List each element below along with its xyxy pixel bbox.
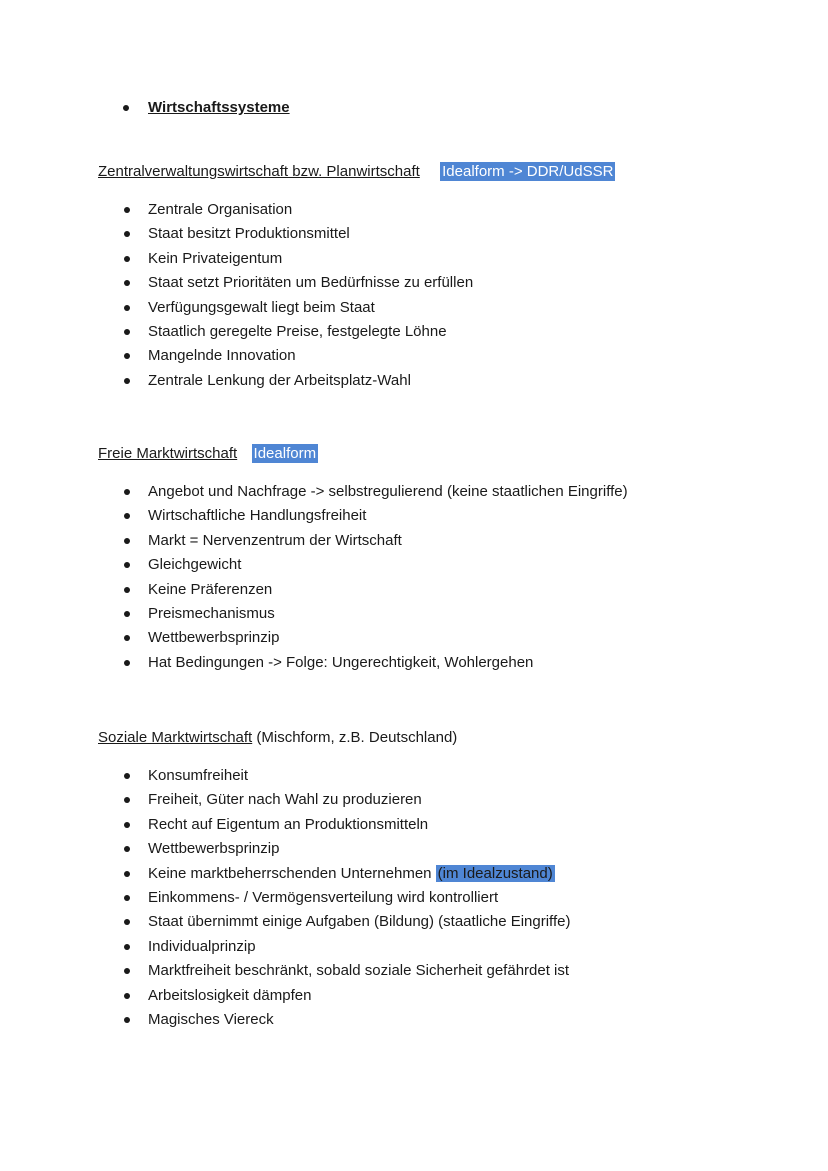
- list-item-text: Keine marktbeherrschenden Unternehmen: [148, 864, 436, 882]
- list-item: Staatlich geregelte Preise, festgelegte Löhne: [98, 322, 615, 346]
- list-item: Konsumfreiheit: [98, 766, 570, 790]
- list-item: Zentrale Organisation: [98, 200, 615, 224]
- document-title-line: [123, 99, 290, 116]
- highlighted-note: Idealform -> DDR/UdSSR: [442, 163, 614, 180]
- list-item: Staat besitzt Produktionsmittel: [98, 224, 615, 248]
- section-heading-name: Soziale Marktwirtschaft: [98, 729, 253, 746]
- section-zentralverwaltungswirtschaft: [98, 162, 615, 395]
- list-item: Marktfreiheit beschränkt, sobald soziale Sicherheit gefährdet ist: [98, 961, 570, 985]
- section-heading: [98, 728, 570, 748]
- bullet-icon: [123, 105, 129, 111]
- list-item: Freiheit, Güter nach Wahl zu produzieren: [98, 790, 570, 814]
- section-heading-name: Freie Marktwirtschaft: [98, 445, 238, 462]
- list-item: Hat Bedingungen -> Folge: Ungerechtigkeit, Wohlergehen: [98, 653, 628, 677]
- list-item: Recht auf Eigentum an Produktionsmitteln: [98, 815, 570, 839]
- list-item: Keine Präferenzen: [98, 580, 628, 604]
- list-item: Staat setzt Prioritäten um Bedürfnisse zu erfüllen: [98, 273, 615, 297]
- section-freie-marktwirtschaft: [98, 444, 628, 677]
- list-item: Kein Privateigentum: [98, 249, 615, 273]
- bullet-list: [98, 766, 570, 1034]
- list-item: Gleichgewicht: [98, 555, 628, 579]
- list-item: Verfügungsgewalt liegt beim Staat: [98, 298, 615, 322]
- list-item: Staat übernimmt einige Aufgaben (Bildung) (staatliche Eingriffe): [98, 912, 570, 936]
- list-item: Mangelnde Innovation: [98, 346, 615, 370]
- list-item: Wettbewerbsprinzip: [98, 628, 628, 652]
- list-item: Wirtschaftliche Handlungsfreiheit: [98, 506, 628, 530]
- section-heading-suffix: (Mischform, z.B. Deutschland): [252, 729, 458, 746]
- list-item: Preismechanismus: [98, 604, 628, 628]
- list-item: Individualprinzip: [98, 937, 570, 961]
- list-item: Markt = Nervenzentrum der Wirtschaft: [98, 531, 628, 555]
- document-title: Wirtschaftssysteme: [148, 99, 290, 116]
- section-soziale-marktwirtschaft: [98, 728, 570, 1034]
- section-heading: [98, 162, 615, 182]
- list-item: Einkommens- / Vermögensverteilung wird kontrolliert: [98, 888, 570, 912]
- list-item: Angebot und Nachfrage -> selbstregulierend (keine staatlichen Eingriffe): [98, 482, 628, 506]
- highlighted-note: (im Idealzustand): [437, 864, 553, 882]
- section-heading: [98, 444, 628, 464]
- list-item: Magisches Viereck: [98, 1010, 570, 1034]
- list-item: Zentrale Lenkung der Arbeitsplatz-Wahl: [98, 371, 615, 395]
- bullet-list: [98, 200, 615, 395]
- bullet-list: [98, 482, 628, 677]
- list-item: [98, 864, 570, 888]
- list-item: Wettbewerbsprinzip: [98, 839, 570, 863]
- list-item: Arbeitslosigkeit dämpfen: [98, 986, 570, 1010]
- highlighted-note: Idealform: [253, 445, 317, 462]
- section-heading-name: Zentralverwaltungswirtschaft bzw. Planwirtschaft: [98, 163, 420, 180]
